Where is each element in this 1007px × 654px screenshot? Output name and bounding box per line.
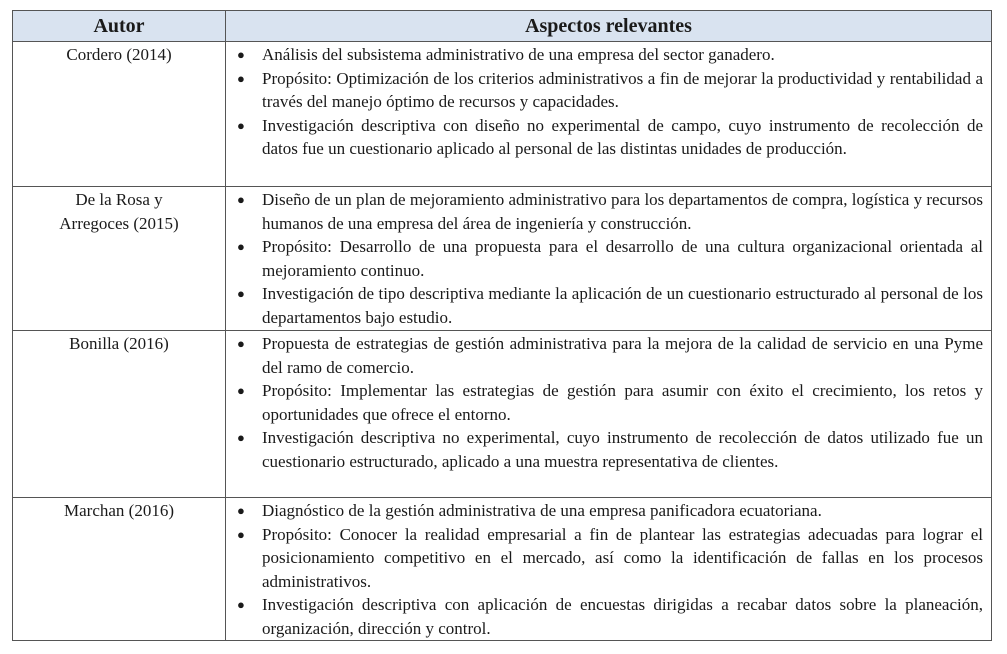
list-item: [226, 282, 983, 329]
point-text: Propósito: Optimización de los criterios administrativos a fin de mejorar la productividad y rentabilidad a través del manejo óptimo de recursos y capacidades.: [262, 68, 983, 111]
bullet-icon: ●: [237, 503, 245, 518]
list-item: [226, 114, 983, 161]
list-item: [226, 379, 983, 426]
aspects-cell: [226, 331, 992, 498]
bullet-icon: ●: [237, 192, 245, 207]
list-item: [226, 523, 983, 594]
bullet-icon: ●: [237, 430, 245, 445]
aspects-list: [226, 332, 983, 473]
bullet-icon: ●: [237, 70, 245, 86]
author-cell: Marchan (2016): [13, 498, 226, 641]
table-row: [13, 187, 992, 331]
point-text: Investigación descriptiva con aplicación de encuestas dirigidas a recabar datos sobre la planeación, organización, dirección y control.: [262, 595, 983, 638]
bullet-icon: ●: [237, 526, 245, 542]
list-item: [226, 426, 983, 473]
header-aspects: Aspectos relevantes: [226, 11, 992, 42]
list-item: [226, 188, 983, 235]
list-item: [226, 67, 983, 114]
aspects-cell: [226, 187, 992, 331]
list-item: [226, 332, 983, 379]
point-text: Propósito: Desarrollo de una propuesta para el desarrollo de una cultura organizacional orientada al mejoramiento continuo.: [262, 237, 983, 280]
point-text: Análisis del subsistema administrativo de una empresa del sector ganadero.: [262, 45, 775, 64]
author-cell: Bonilla (2016): [13, 331, 226, 498]
point-text: Diagnóstico de la gestión administrativa de una empresa panificadora ecuatoriana.: [262, 501, 822, 520]
author-cell: Cordero (2014): [13, 42, 226, 187]
table-row: [13, 331, 992, 498]
point-text: Propósito: Implementar las estrategias de gestión para asumir con éxito el crecimiento, los retos y oportunidades que ofrece el entorno.: [262, 381, 983, 424]
literature-review-table: [12, 10, 992, 641]
aspects-cell: [226, 498, 992, 641]
table-row: [13, 42, 992, 187]
header-author: Autor: [13, 11, 226, 42]
bullet-icon: ●: [237, 597, 245, 612]
bullet-icon: ●: [237, 47, 245, 62]
point-text: Investigación descriptiva con diseño no experimental de campo, cuyo instrumento de recolección de datos fue un cuestionario aplicado al personal de las distintas unidades de producción.: [262, 115, 983, 158]
list-item: [226, 593, 983, 640]
list-item: [226, 43, 983, 67]
aspects-list: [226, 188, 983, 329]
bullet-icon: ●: [237, 383, 245, 398]
author-line: Arregoces (2015): [59, 214, 179, 233]
aspects-list: [226, 43, 983, 161]
point-text: Diseño de un plan de mejoramiento administrativo para los departamentos de compra, logística y recursos humanos de una empresa del área de ingeniería y construcción.: [262, 190, 983, 233]
aspects-cell: [226, 42, 992, 187]
author-line: De la Rosa y: [75, 190, 163, 209]
table-row: [13, 498, 992, 641]
point-text: Propuesta de estrategias de gestión administrativa para la mejora de la calidad de servicio en una Pyme del ramo de comercio.: [262, 334, 983, 377]
list-item: [226, 499, 983, 523]
author-cell: [13, 187, 226, 331]
bullet-icon: ●: [237, 286, 245, 301]
bullet-icon: ●: [237, 336, 245, 351]
point-text: Investigación de tipo descriptiva mediante la aplicación de un cuestionario estructurado al personal de los departamentos bajo estudio.: [262, 284, 983, 327]
point-text: Propósito: Conocer la realidad empresarial a fin de plantear las estrategias adecuadas para lograr el posicionamiento competitivo en el mercado, así como la identificación de fallas en los procesos administrativos.: [262, 524, 983, 591]
point-text: Investigación descriptiva no experimental, cuyo instrumento de recolección de datos utilizado fue un cuestionario estructurado, aplicado a una muestra representativa de clientes.: [262, 428, 983, 471]
bullet-icon: ●: [237, 239, 245, 254]
list-item: [226, 235, 983, 282]
bullet-icon: ●: [237, 117, 245, 133]
aspects-list: [226, 499, 983, 640]
table-header-row: [13, 11, 992, 42]
